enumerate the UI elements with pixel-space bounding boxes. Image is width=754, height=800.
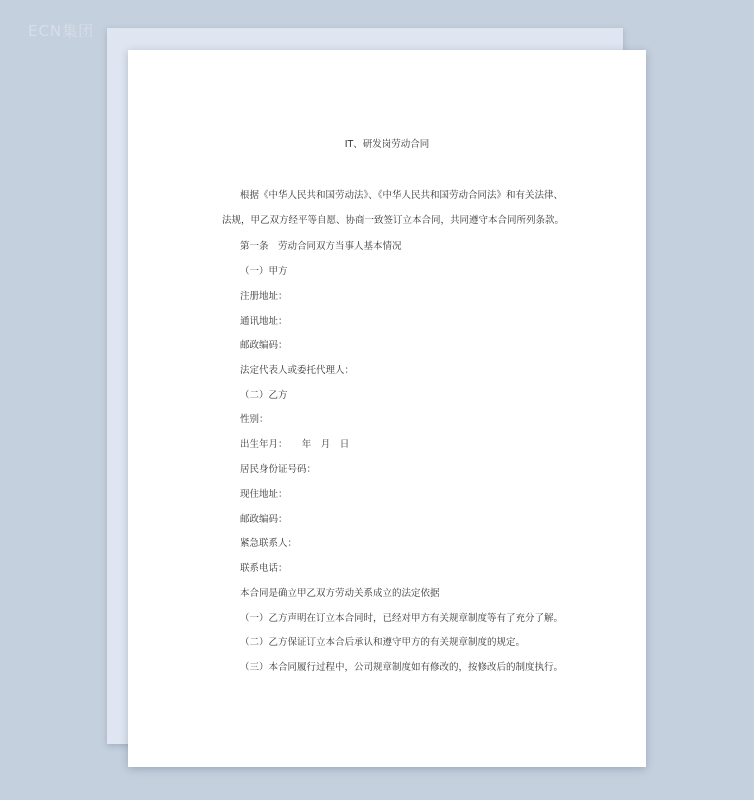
clause-1: （一）乙方声明在订立本合同时，已经对甲方有关规章制度等有了充分了解。	[240, 613, 564, 624]
article-heading: 第一条 劳动合同双方当事人基本情况	[240, 241, 402, 252]
clause-3: （三）本合同履行过程中，公司规章制度如有修改的，按修改后的制度执行。	[240, 662, 564, 673]
gender-field: 性别：	[240, 414, 269, 425]
paragraph-line-1: 根据《中华人民共和国劳动法》、《中华人民共和国劳动合同法》和有关法律、	[240, 190, 564, 201]
mailing-address-field: 通讯地址：	[240, 316, 288, 327]
front-page	[128, 50, 646, 767]
legal-representative-field: 法定代表人或委托代理人：	[240, 365, 355, 376]
party-a-heading: （一）甲方	[240, 266, 288, 277]
paragraph-line-2: 法规，甲乙双方经平等自愿、协商一致签订立本合同，共同遵守本合同所列条款。	[222, 215, 565, 226]
party-b-heading: （二）乙方	[240, 390, 288, 401]
id-number-field: 居民身份证号码：	[240, 464, 317, 475]
clause-2: （二）乙方保证订立本合后承认和遵守甲方的有关规章制度的规定。	[240, 637, 526, 648]
registered-address-field: 注册地址：	[240, 291, 288, 302]
current-address-field: 现住地址：	[240, 489, 288, 500]
legal-basis-line: 本合同是确立甲乙双方劳动关系成立的法定依据	[240, 588, 440, 599]
phone-field: 联系电话：	[240, 563, 288, 574]
document-title: IT、研发岗劳动合同	[344, 139, 430, 150]
emergency-contact-field: 紧急联系人：	[240, 538, 298, 549]
postal-code-field-a: 邮政编码：	[240, 340, 288, 351]
watermark-text: ECN集团	[28, 22, 95, 40]
postal-code-field-b: 邮政编码：	[240, 514, 288, 525]
birth-date-field: 出生年月： 年 月 日	[240, 439, 350, 450]
